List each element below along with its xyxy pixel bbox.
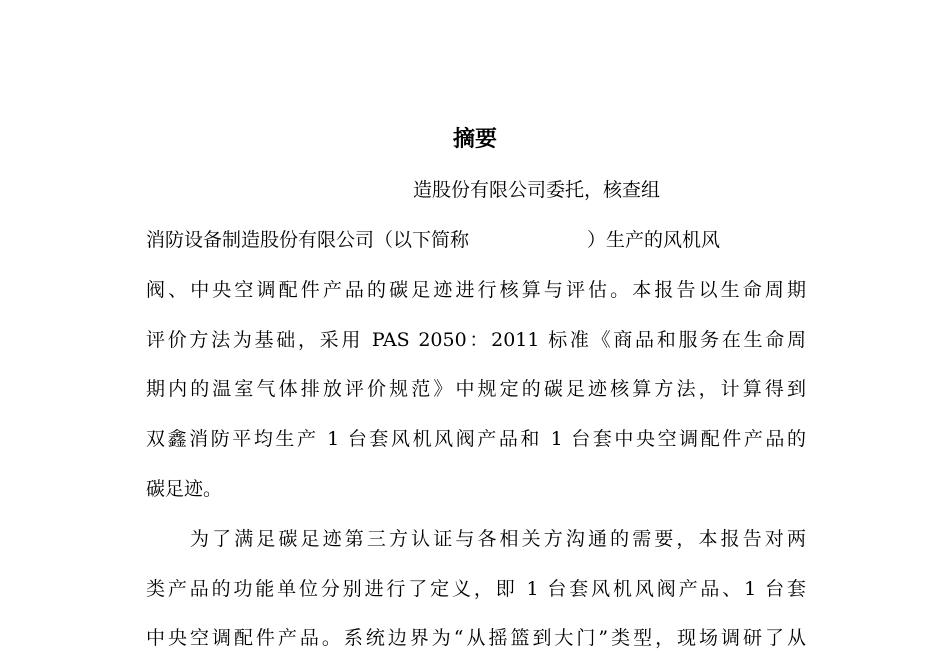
paragraph-line: 为了满足碳足迹第三方认证与各相关方沟通的需要，本报告对两	[190, 528, 806, 550]
paragraph-line-segment: ）生产的风机风	[587, 229, 721, 251]
paragraph-line: 造股份有限公司委托，核查组	[413, 179, 661, 201]
paragraph-line: 阀、中央空调配件产品的碳足迹进行核算与评估。本报告以生命周期	[146, 279, 806, 301]
paragraph-line: 类产品的功能单位分别进行了定义，即 1 台套风机风阀产品、1 台套	[146, 578, 806, 600]
paragraph-line: 期内的温室气体排放评价规范》中规定的碳足迹核算方法，计算得到	[146, 378, 806, 400]
paragraph-line: 双鑫消防平均生产 1 台套风机风阀产品和 1 台套中央空调配件产品的	[146, 428, 806, 450]
paragraph-line-segment: 消防设备制造股份有限公司（以下简称	[146, 229, 470, 251]
paragraph-line: 评价方法为基础，采用 PAS 2050：2011 标准《商品和服务在生命周	[146, 329, 806, 351]
paragraph-line: 碳足迹。	[146, 478, 223, 500]
page-title: 摘要	[452, 126, 497, 152]
paragraph-line: 中央空调配件产品。系统边界为“从摇篮到大门”类型，现场调研了从	[146, 627, 806, 649]
paragraph-line	[146, 225, 806, 255]
